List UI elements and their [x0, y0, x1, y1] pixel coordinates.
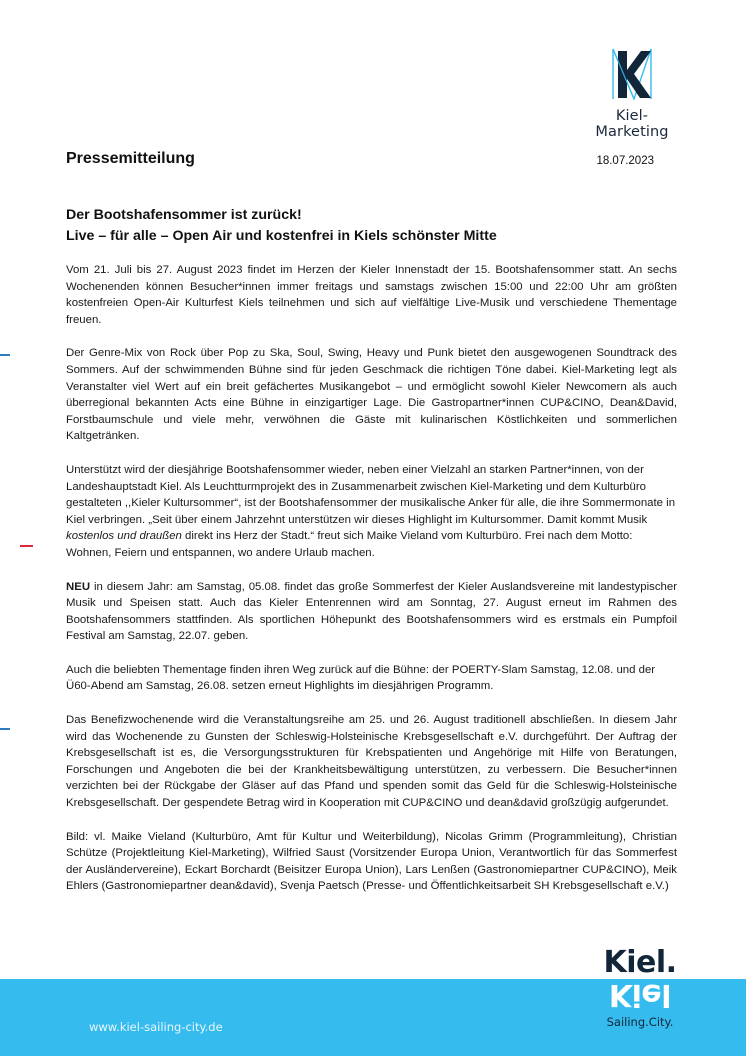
subheadline: Live – für alle – Open Air und kostenfrei in Kiels schönster Mitte	[66, 228, 497, 244]
paragraph-photo-caption: Bild: vl. Maike Vieland (Kulturbüro, Amt für Kultur und Weiterbildung), Nicolas Grimm (Programmleitung), Christian Schütze (Projektleitung Kiel-Marketing), Wilfried Saust (Vorsitzender Europa Union, Verantwortlich für das Sommerfest der Ausländervereine), Eckart Borchardt (Beisitzer Europa Union), Lars Lenßen (Gastronomiepartner CUP&CINO), Meik Ehlers (Gastronomiepartner dean&david), Svenja Paetsch (Presse- und Öffentlichkeitsarbeit SH Krebsgesellschaft e.V.)	[66, 830, 677, 893]
paragraph-sponsors-part2: direkt ins Herz der Stadt.“ freut sich Maike Vieland vom Kulturbüro. Frei nach dem Motto: Wohnen, Feiern und entspannen, wo andere Urlaub machen.	[66, 530, 633, 559]
headline: Der Bootshafensommer ist zurück!	[66, 207, 302, 223]
kiel-marketing-logo	[582, 48, 682, 140]
footer-website-link[interactable]: www.kiel-sailing-city.de	[89, 1020, 223, 1034]
document-header	[66, 150, 656, 174]
new-label: NEU	[66, 580, 91, 593]
margin-mark-blue	[0, 728, 10, 730]
margin-mark-blue	[0, 354, 10, 356]
press-release-titles	[66, 205, 686, 247]
kiel-tagline: Sailing.City.	[606, 1015, 674, 1029]
margin-mark-red	[20, 545, 33, 547]
paragraph-new	[66, 579, 677, 645]
document-type: Pressemitteilung	[66, 150, 195, 167]
paragraph-genre-mix: Der Genre-Mix von Rock über Pop zu Ska, Soul, Swing, Heavy und Punk bietet den ausgewogenen Soundtrack des Sommers. Auf der schwimmenden Bühne sind für jeden Geschmack die richtigen Töne dabei. Kiel-Marketing legt als Veranstalter viel Wert auf ein breit gefächertes Musikangebot – und ermöglicht sowohl Kieler Newcomern als auch überregional bekannten Acts eine Bühne in einzigartiger Lage. Die Gastropartner*innen CUP&CINO, Dean&David, Forstbaumschule und viele mehr, verwöhnen die Gäste mit kulinarischen Köstlichkeiten und sommerlichen Kaltgetränken.	[66, 347, 677, 443]
document-date: 18.07.2023	[596, 155, 654, 167]
kiel-sailing-city-logo	[590, 945, 690, 1029]
paragraph-new-text: in diesem Jahr: am Samstag, 05.08. findet das große Sommerfest der Kieler Auslandsvereine mit landestypischer Musik und Speisen statt. Auch das Kieler Entenrennen wird am Sonntag, 27. August erneut im Rahmen des Bootshafensommers stattfinden. Als sportlichen Höhepunkt des Bootshafensommers wird es erstmals ein Pumpfoil Festival am Samstag, 22.07. geben.	[66, 580, 677, 643]
paragraph-theme-days: Auch die beliebten Thementage finden ihren Weg zurück auf die Bühne: der POERTY-Slam Samstag, 12.08. und der Ü60-Abend am Samstag, 26.08. setzen erneut Highlights im diesjährigen Programm.	[66, 663, 656, 693]
kiel-marketing-k-icon	[612, 48, 652, 100]
paragraph-intro: Vom 21. Juli bis 27. August 2023 findet im Herzen der Kieler Innenstadt der 15. Bootshafensommer statt. An sechs Wochenenden können Besucher*innen immer freitags und samstags zwischen 15:00 und 22:00 Uhr am größten kostenfreien Open-Air Kulturfest Kiels teilnehmen und sich auf vielfältige Live-Musik und verschiedene Thementage freuen.	[66, 264, 677, 326]
paragraph-sponsors-part1: Unterstützt wird der diesjährige Bootshafensommer wieder, neben einer Vielzahl an starken Partner*innen, von der Landeshauptstadt Kiel. Als Leuchtturmprojekt des in Zusammenarbeit zwischen Kiel-Marketing und dem Kulturbüro gestalteten ,,Kieler Kultursommer“, ist der Bootshafensommer der musikalische Anker für alle, die ihre Sommermonate in Kiel verbringen. „Seit über einem Jahrzehnt unterstützen wir dieses Highlight im Kultursommer. Damit kommt Musik	[66, 463, 676, 526]
paragraph-sponsors-italic: kostenlos und draußen	[66, 530, 182, 543]
brand-name: Kiel-Marketing	[595, 108, 669, 140]
press-release-body	[66, 262, 677, 912]
paragraph-benefit: Das Benefizwochenende wird die Veranstaltungsreihe am 25. und 26. August traditionell abschließen. In diesem Jahr wird das Wochenende zu Gunsten der Schleswig-Holsteinische Krebsgesellschaft e.V. durchgeführt. Der Auftrag der Krebsgesellschaft ist es, die Versorgungsstrukturen für Krebspatienten und Angehörige mit Hilfe von Beratungen, Forschungen und Angeboten die bei der Krankheitsbewältigung unterstützen, zu verbessern. Die Besucher*innen verzichten bei der Rückgabe der Gläser auf das Pfand und spenden somit das Geld für die Schleswig-Holsteinische Krebsgesellschaft. Der gespendete Betrag wird in Kooperation mit CUP&CINO und dean&david großzügig aufgerundet.	[66, 714, 677, 810]
kiel-wordmark: Kiel.	[603, 945, 677, 980]
kiel-wordmark-mirrored: Kiel	[608, 977, 672, 1012]
paragraph-sponsors	[66, 462, 677, 562]
